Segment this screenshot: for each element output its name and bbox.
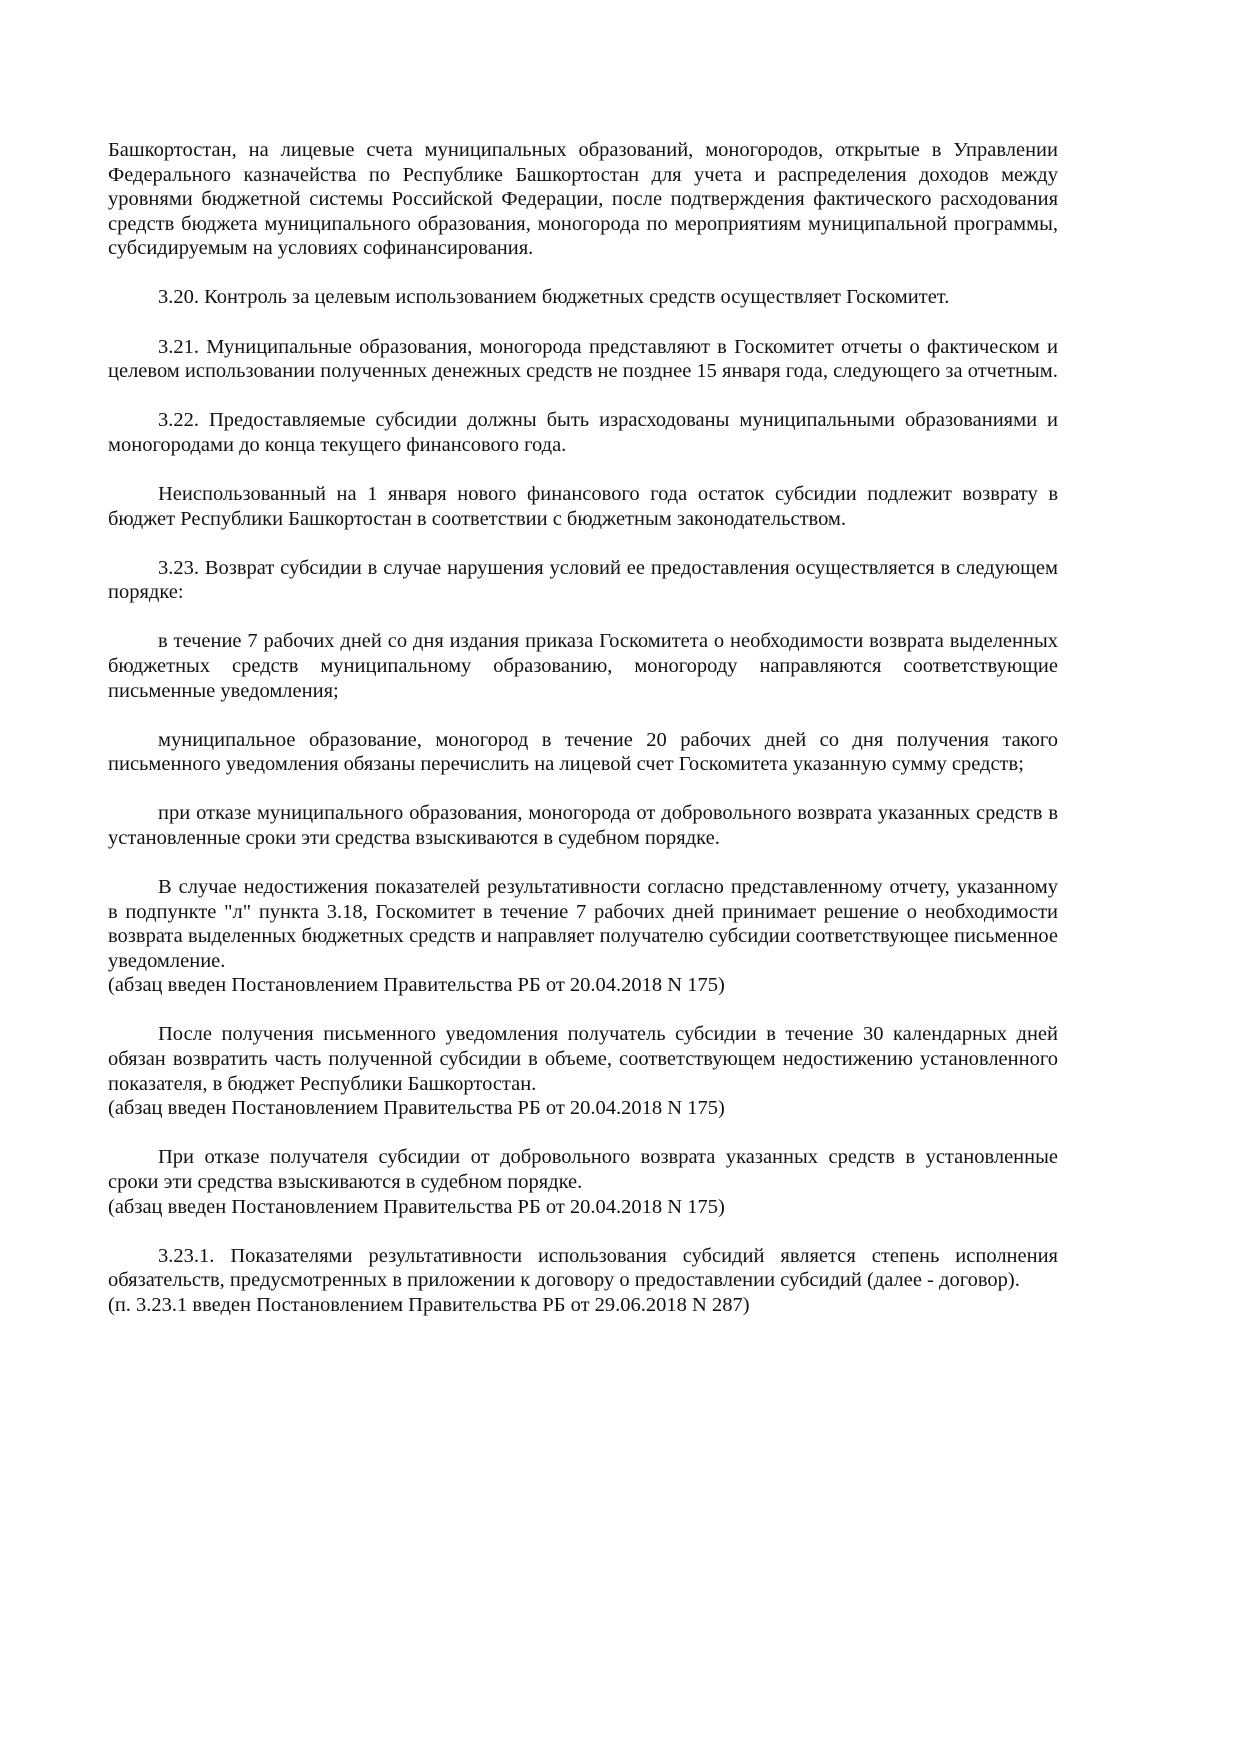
paragraph-3-23: 3.23. Возврат субсидии в случае нарушения условий ее предоставления осуществляется в следующем порядке:	[108, 556, 1058, 604]
paragraph-3-21: 3.21. Муниципальные образования, моногорода представляют в Госкомитет отчеты о фактическом и целевом использовании полученных денежных средств не позднее 15 января года, следующего за отчетным.	[108, 335, 1058, 383]
document-page	[108, 138, 1058, 1317]
paragraph-3-20: 3.20. Контроль за целевым использованием бюджетных средств осуществляет Госкомитет.	[158, 286, 950, 309]
paragraph-3-23-judicial: при отказе муниципального образования, моногорода от добровольного возврата указанных средств в установленные сроки эти средства взыскиваются в судебном порядке.	[108, 802, 1058, 849]
paragraph-continuation: Башкортостан, на лицевые счета муниципальных образований, моногородов, открытые в Управлении Федерального казначейства по Республике Башкортостан для учета и распределения доходов между уровнями бюджетной системы Российской Федерации, после подтверждения фактического расходования средств бюджета муниципального образования, моногорода по мероприятиям муниципальной программы, субсидируемым на условиях софинансирования.	[108, 139, 1058, 260]
amendment-note: (абзац введен Постановлением Правительства РБ от 20.04.2018 N 175)	[108, 1097, 725, 1120]
paragraph-3-22-unused-balance: Неиспользованный на 1 января нового финансового года остаток субсидии подлежит возврату в бюджет Республики Башкортостан в соответствии с бюджетным законодательством.	[108, 482, 1058, 530]
paragraph-3-22: 3.22. Предоставляемые субсидии должны быть израсходованы муниципальными образованиями и моногородами до конца текущего финансового года.	[108, 409, 1058, 456]
paragraph-3-23-transfer-term: муниципальное образование, моногород в течение 20 рабочих дней со дня получения такого письменного уведомления обязаны перечислить на лицевой счет Госкомитета указанную сумму средств;	[108, 728, 1058, 776]
amendment-note: (абзац введен Постановлением Правительства РБ от 20.04.2018 N 175)	[108, 1195, 725, 1218]
amendment-note: (п. 3.23.1 введен Постановлением Правительства РБ от 29.06.2018 N 287)	[108, 1293, 750, 1316]
amendment-note: (абзац введен Постановлением Правительства РБ от 20.04.2018 N 175)	[108, 974, 725, 997]
paragraph-3-23-refusal: При отказе получателя субсидии от добровольного возврата указанных средств в установленные сроки эти средства взыскиваются в судебном порядке.	[108, 1146, 1058, 1193]
paragraph-3-23-notice-term: в течение 7 рабочих дней со дня издания приказа Госкомитета о необходимости возврата выделенных бюджетных средств муниципальному образованию, моногороду направляются соответствующие письменные уведомления;	[108, 630, 1058, 702]
paragraph-3-23-indicators: В случае недостижения показателей результативности согласно представленному отчету, указанному в подпункте "л" пункта 3.18, Госкомитет в течение 7 рабочих дней принимает решение о необходимости возврата выделенных бюджетных средств и направляет получателю субсидии соответствующее письменное уведомление.	[108, 875, 1058, 972]
paragraph-3-23-refund: После получения письменного уведомления получатель субсидии в течение 30 календарных дней обязан возвратить часть полученной субсидии в объеме, соответствующем недостижению установленного показателя, в бюджет Республики Башкортостан.	[108, 1023, 1058, 1095]
paragraph-3-23-1: 3.23.1. Показателями результативности использования субсидий является степень исполнения обязательств, предусмотренных в приложении к договору о предоставлении субсидий (далее - договор).	[108, 1244, 1058, 1292]
